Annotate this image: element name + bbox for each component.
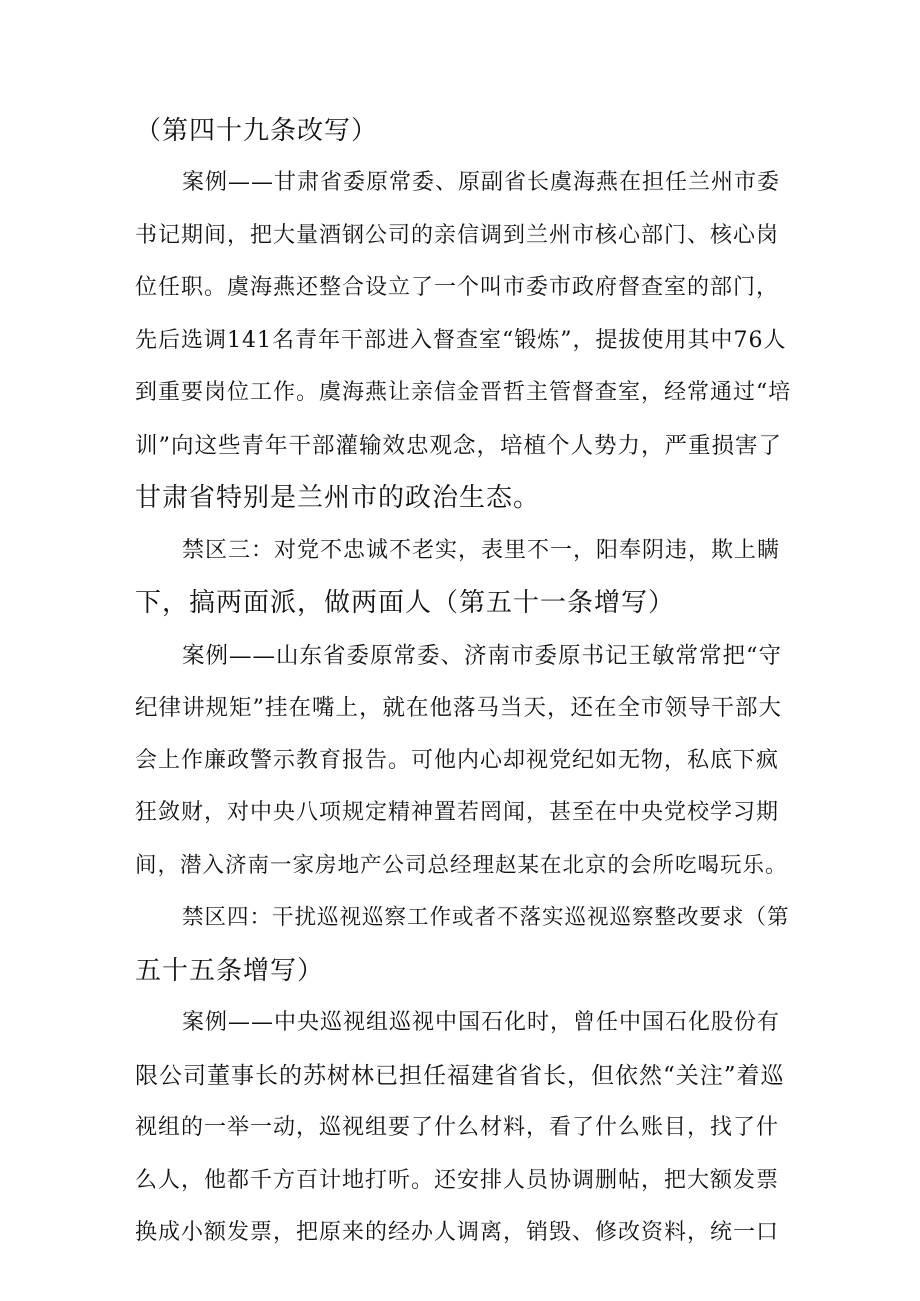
paragraph-line: 甘肃省特别是兰州市的政治生态。 [135,483,541,513]
paragraph-line: 五十五条增写） [135,956,325,986]
paragraph-line: 案例——甘肃省委原常委、原副省长虞海燕在担任兰州市委 [182,170,781,195]
paragraph-line: 先后选调141名青年干部进入督查室“锻炼”，提拔使用其中76人 [135,328,787,353]
paragraph-line: 案例——山东省委原常委、济南市委原书记王敏常常把“守 [182,643,783,669]
paragraph-line: 到重要岗位工作。虞海燕让亲信金晋哲主管督查室，经常通过“培 [135,380,792,405]
paragraph-line: （第四十九条改写） [135,116,379,146]
paragraph-line: 位任职。虞海燕还整合设立了一个叫市委市政府督查室的部门， [135,275,780,300]
paragraph-line: 限公司董事长的苏树林已担任福建省省长，但依然“关注”着巡 [135,1063,785,1089]
paragraph-line: 书记期间，把大量酒钢公司的亲信调到兰州市核心部门、核心岗 [135,223,780,248]
paragraph-line: 案例——中央巡视组巡视中国石化时，曾任中国石化股份有 [182,1010,781,1035]
paragraph-line: 下，搞两面派，做两面人（第五十一条增写） [135,588,676,618]
paragraph-line: 狂敛财，对中央八项规定精神置若罔闻，甚至在中央党校学习期 [135,800,780,825]
paragraph-line: 禁区三：对党不忠诚不老实，表里不一，阳奉阴违，欺上瞒 [182,538,781,563]
paragraph-line: 视组的一举一动，巡视组要了什么材料，看了什么账目，找了什 [135,1115,780,1140]
paragraph-line: 换成小额发票，把原来的经办人调离，销毁、修改资料，统一口 [135,1220,780,1245]
paragraph-line: 纪律讲规矩”挂在嘴上，就在他落马当天，还在全市领导干部大 [135,695,783,721]
paragraph-line: 禁区四：干扰巡视巡察工作或者不落实巡视巡察整改要求（第 [182,905,790,930]
paragraph-line: 么人，他都千方百计地打听。还安排人员协调删帖，把大额发票 [135,1168,780,1193]
paragraph-line: 训”向这些青年干部灌输效忠观念，培植个人势力，严重损害了 [135,433,783,459]
paragraph-line: 会上作廉政警示教育报告。可他内心却视党纪如无物，私底下疯 [135,748,780,773]
paragraph-line: 间，潜入济南一家房地产公司总经理赵某在北京的会所吃喝玩乐。 [135,853,788,878]
